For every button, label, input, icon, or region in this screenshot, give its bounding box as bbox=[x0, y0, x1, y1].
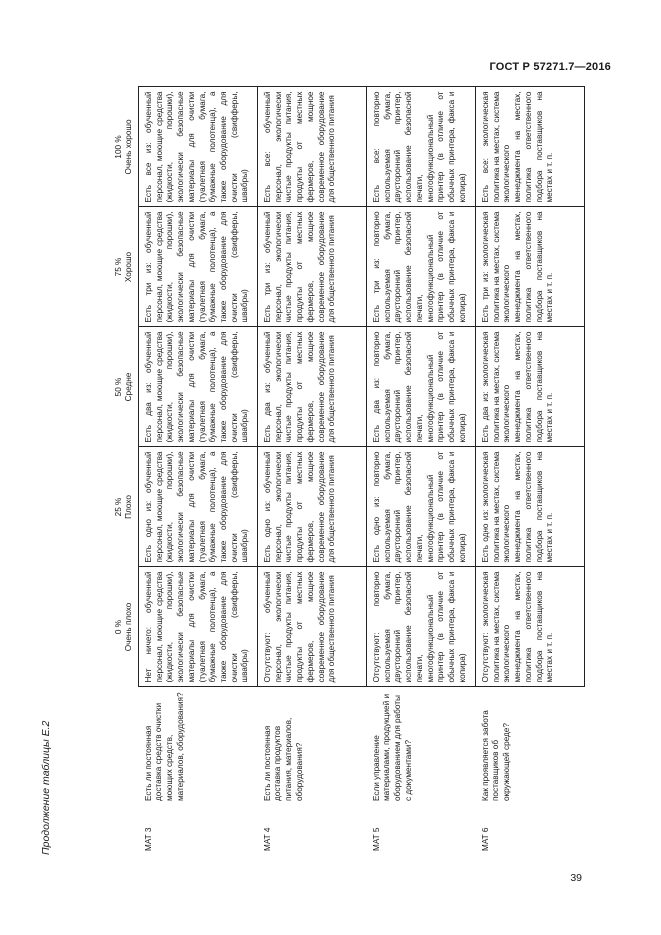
row-code: МАТ 5 bbox=[371, 827, 381, 851]
row-code: МАТ 3 bbox=[143, 827, 153, 851]
level-cell: Отсутствуют: повторно используемая бумага, двусторонний принтер, использование безопасной печати, многофункциональный принтер (в отличие от обычных принтера, факса и копира) bbox=[367, 567, 476, 687]
header-percent: 25 % bbox=[114, 497, 123, 517]
row-code: МАТ 4 bbox=[262, 827, 272, 851]
header-question bbox=[86, 687, 139, 805]
level-cell: Есть одно из: обученный персонал, экологически чистые продукты питания, продукты от местных фермеров, мощное современное оборудование для общественного питания bbox=[258, 447, 367, 567]
row-code: МАТ 6 bbox=[480, 827, 490, 851]
header-level-100 bbox=[86, 87, 139, 207]
header-label: Очень хорошо bbox=[124, 119, 133, 175]
header-percent: 0 % bbox=[114, 619, 123, 635]
row-question: Есть ли постоянная доставка продуктов питания, материалов, оборудования? bbox=[262, 717, 304, 801]
level-cell: Есть три из: экологическая политика на местах, система экологического менеджмента на местах, политика ответственного подбора поставщиков на местах и т. п. bbox=[476, 207, 585, 327]
level-cell: Есть все: повторно используемая бумага, двусторонний принтер, использование безопасной печати, многофункциональный принтер (в отличие от обычных принтера, факса и копира) bbox=[367, 87, 476, 207]
table-row bbox=[139, 87, 258, 855]
level-cell: Есть все из: обученный персонал, моющие средства (жидкости, порошки), экологически безопасные материалы для очистки (туалетная бумага, бумажные полотенца), а также оборудование для очистки (свифферы, швабры) bbox=[139, 87, 258, 207]
level-cell: Есть одно из: экологическая политика на местах, система экологического менеджмента на местах, политика ответственного подбора поставщиков на местах и т. п. bbox=[476, 447, 585, 567]
header-level-50 bbox=[86, 327, 139, 447]
level-cell: Нет ничего: обученный персонал, моющие средства (жидкости, порошки), экологически безопасные материалы для очистки (туалетная бумага, бумажные полотенца), а также оборудование для очистки (свифферы, швабры) bbox=[139, 567, 258, 687]
level-cell: Есть одно из: повторно используемая бумага, двусторонний принтер, использование безопасной печати, многофункциональный принтер (в отличие от обычных принтера, факса и копира) bbox=[367, 447, 476, 567]
level-cell: Есть два из: обученный персонал, экологически чистые продукты питания, продукты от местных фермеров, мощное современное оборудование для общественного питания bbox=[258, 327, 367, 447]
level-cell: Отсутствуют: экологическая политика на местах, система экологического менеджмента на местах, политика ответственного подбора поставщиков на местах и т. п. bbox=[476, 567, 585, 687]
header-percent: 75 % bbox=[114, 257, 123, 277]
row-question: Если управление материалами, продукцией и оборудованием для работы с документами? bbox=[371, 693, 413, 801]
level-cell: Есть два из: экологическая политика на местах, система экологического менеджмента на местах, политика ответственного подбора поставщиков на местах и т. п. bbox=[476, 327, 585, 447]
row-question: Как проявляется забота поставщиков об окружающей среде? bbox=[480, 710, 511, 801]
level-cell: Есть все: экологическая политика на местах, система экологического менеджмента на местах, политика ответственного подбора поставщиков на местах и т. п. bbox=[476, 87, 585, 207]
header-percent: 100 % bbox=[114, 135, 123, 159]
assessment-table bbox=[86, 87, 585, 856]
row-question: Есть ли постоянная доставка средств очистки моющих средств, материалов, оборудования? bbox=[143, 692, 185, 801]
level-cell: Есть два из: повторно используемая бумага, двусторонний принтер, использование безопасной печати, многофункциональный принтер (в отличие от обычных принтера, факса и копира) bbox=[367, 327, 476, 447]
level-cell: Есть три из: обученный персонал, моющие средства (жидкости, порошки), экологически безопасные материалы для очистки (туалетная бумага, бумажные полотенца), а также оборудование для очистки (свифферы, швабры) bbox=[139, 207, 258, 327]
level-cell: Есть все: обученный персонал, экологически чистые продукты питания, продукты от местных фермеров, мощное современное оборудование для общественного питания bbox=[258, 87, 367, 207]
level-cell: Есть три из: обученный персонал, экологически чистые продукты питания, продукты от местных фермеров, мощное современное оборудование для общественного питания bbox=[258, 207, 367, 327]
table-continuation-label: Продолжение таблицы Е.2 bbox=[40, 720, 52, 855]
level-cell: Есть два из: обученный персонал, моющие средства (жидкости, порошки), экологически безопасные материалы для очистки (туалетная бумага, бумажные полотенца), а также оборудование для очистки (свифферы, швабры) bbox=[139, 327, 258, 447]
rotated-page-content bbox=[40, 45, 600, 855]
table-header-row bbox=[86, 87, 139, 855]
header-percent: 50 % bbox=[114, 377, 123, 397]
level-cell: Отсутствуют: обученный персонал, экологически чистые продукты питания, продукты от местных фермеров, мощное современное оборудование для общественного питания bbox=[258, 567, 367, 687]
table-row bbox=[367, 87, 476, 855]
header-code bbox=[86, 805, 139, 855]
header-label: Плохо bbox=[124, 495, 133, 519]
header-level-0 bbox=[86, 567, 139, 687]
header-level-25 bbox=[86, 447, 139, 567]
header-level-75 bbox=[86, 207, 139, 327]
header-label: Очень плохо bbox=[124, 602, 133, 652]
table-row bbox=[476, 87, 585, 855]
table-row bbox=[258, 87, 367, 855]
standard-id: ГОСТ Р 57271.7—2016 bbox=[489, 61, 611, 73]
level-cell: Есть одно из: обученный персонал, моющие средства (жидкости, порошки), экологически безопасные материалы для очистки (туалетная бумага, бумажные полотенца), а также оборудование для очистки (свифферы, швабры) bbox=[139, 447, 258, 567]
level-cell: Есть три из: повторно используемая бумага, двусторонний принтер, использование безопасной печати, многофункциональный принтер (в отличие от обычных принтера, факса и копира) bbox=[367, 207, 476, 327]
page-number: 39 bbox=[570, 872, 582, 884]
header-label: Средне bbox=[124, 372, 133, 402]
header-label: Хорошо bbox=[124, 251, 133, 283]
